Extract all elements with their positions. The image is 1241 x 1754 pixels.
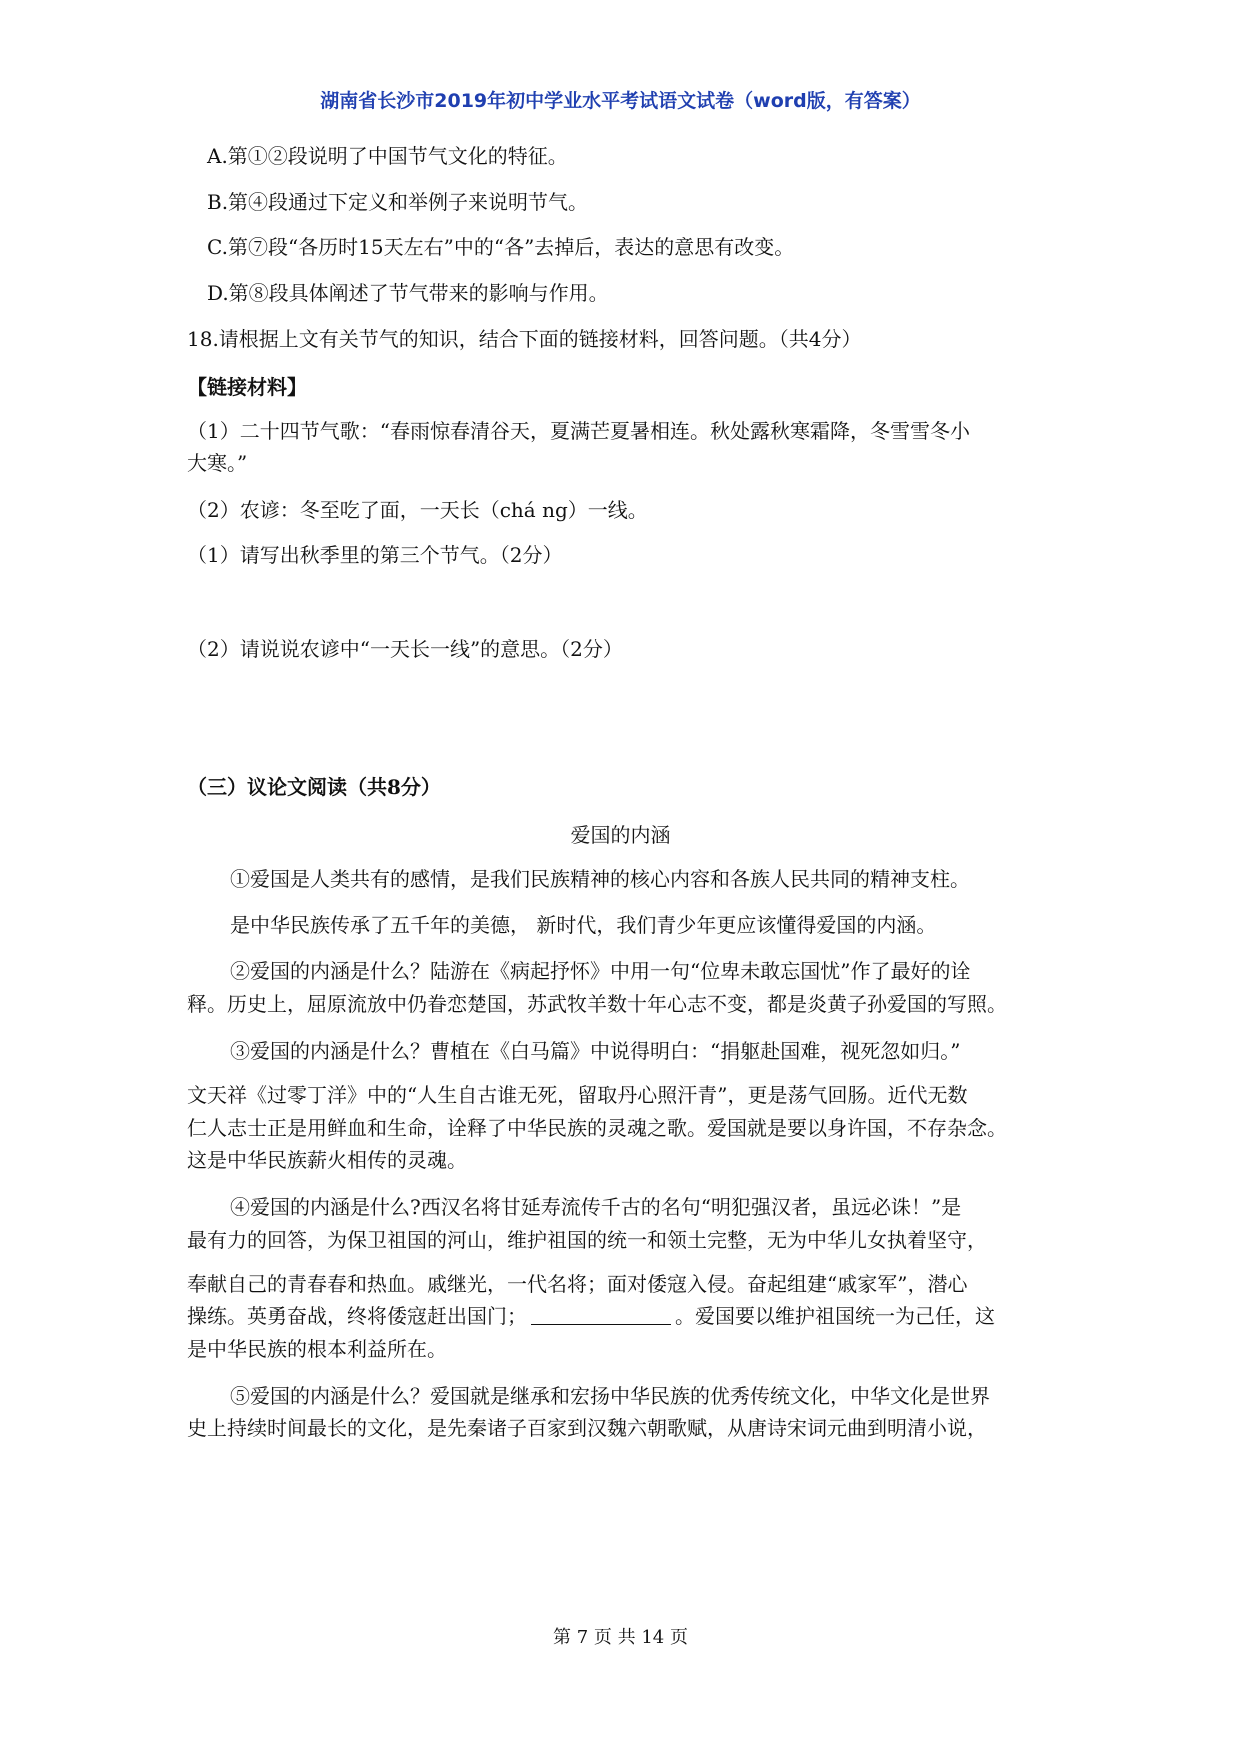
essay-title: 爱国的内涵 bbox=[570, 823, 671, 847]
section-3-heading: （三）议论文阅读（共8分） bbox=[187, 775, 441, 799]
paragraph-3-line-3: 仁人志士正是用鲜血和生命，诠释了中华民族的灵魂之歌。爱国就是要以身许国，不存杂念。 bbox=[187, 1116, 1007, 1140]
paragraph-4-line-4-end: 。爱国要以维护祖国统一为己任，这 bbox=[675, 1304, 995, 1328]
paragraph-3-line-1: ③爱国的内涵是什么？曹植在《白马篇》中说得明白：“捐躯赴国难，视死忽如归。” bbox=[230, 1039, 961, 1063]
option-b: B.第④段通过下定义和举例子来说明节气。 bbox=[207, 190, 589, 214]
paragraph-4-line-1: ④爱国的内涵是什么?西汉名将甘延寿流传千古的名句“明犯强汉者，虽远必诛！”是 bbox=[230, 1195, 962, 1219]
question-18: 18.请根据上文有关节气的知识，结合下面的链接材料，回答问题。（共4分） bbox=[187, 327, 862, 351]
paragraph-4-line-2: 最有力的回答，为保卫祖国的河山，维护祖国的统一和领土完整，无为中华儿女执着坚守， bbox=[187, 1228, 987, 1252]
material-1-line-1: （1）二十四节气歌：“春雨惊春清谷天，夏满芒夏暑相连。秋处露秋寒霜降，冬雪雪冬小 bbox=[187, 419, 970, 443]
paragraph-4-line-4 bbox=[187, 1300, 995, 1329]
paragraph-3-line-4: 这是中华民族薪火相传的灵魂。 bbox=[187, 1148, 467, 1172]
paragraph-2-line-2: 释。历史上，屈原流放中仍眷恋楚国，苏武牧羊数十年心志不变，都是炎黄子孙爱国的写照。 bbox=[187, 992, 1007, 1016]
paragraph-2-line-1: ②爱国的内涵是什么？陆游在《病起抒怀》中用一句“位卑未敢忘国忧”作了最好的诠 bbox=[230, 959, 971, 983]
link-material-heading: 【链接材料】 bbox=[187, 375, 307, 399]
paragraph-1-line-2: 是中华民族传承了五千年的美德， 新时代，我们青少年更应该懂得爱国的内涵。 bbox=[230, 913, 937, 937]
paragraph-4-line-3: 奉献自己的青春春和热血。戚继光，一代名将；面对倭寇入侵。奋起组建“戚家军”，潜心 bbox=[187, 1272, 968, 1296]
material-2: （2）农谚：冬至吃了面，一天长（chá ng）一线。 bbox=[187, 498, 648, 522]
paragraph-4-line-5: 是中华民族的根本利益所在。 bbox=[187, 1337, 447, 1361]
material-1-line-2: 大寒。” bbox=[187, 451, 248, 475]
option-a: A.第①②段说明了中国节气文化的特征。 bbox=[207, 144, 568, 168]
paragraph-1-line-1: ①爱国是人类共有的感情，是我们民族精神的核心内容和各族人民共同的精神支柱。 bbox=[230, 867, 970, 891]
paragraph-5-line-1: ⑤爱国的内涵是什么？爱国就是继承和宏扬中华民族的优秀传统文化，中华文化是世界 bbox=[230, 1384, 990, 1408]
option-d: D.第⑧段具体阐述了节气带来的影响与作用。 bbox=[207, 281, 609, 305]
fill-in-blank[interactable] bbox=[531, 1306, 671, 1325]
sub-question-2: （2）请说说农谚中“一天长一线”的意思。（2分） bbox=[187, 637, 623, 661]
paragraph-3-line-2: 文天祥《过零丁洋》中的“人生自古谁无死，留取丹心照汗青”，更是荡气回肠。近代无数 bbox=[187, 1083, 968, 1107]
document-header: 湖南省长沙市2019年初中学业水平考试语文试卷（word版，有答案） bbox=[320, 90, 921, 112]
sub-question-1: （1）请写出秋季里的第三个节气。（2分） bbox=[187, 543, 563, 567]
paragraph-4-line-4-start: 操练。英勇奋战，终将倭寇赶出国门； bbox=[187, 1304, 527, 1328]
paragraph-5-line-2: 史上持续时间最长的文化，是先秦诸子百家到汉魏六朝歌赋，从唐诗宋词元曲到明清小说， bbox=[187, 1416, 987, 1440]
option-c: C.第⑦段“各历时15天左右”中的“各”去掉后，表达的意思有改变。 bbox=[207, 235, 795, 259]
page-number-footer: 第 7 页 共 14 页 bbox=[553, 1627, 688, 1648]
